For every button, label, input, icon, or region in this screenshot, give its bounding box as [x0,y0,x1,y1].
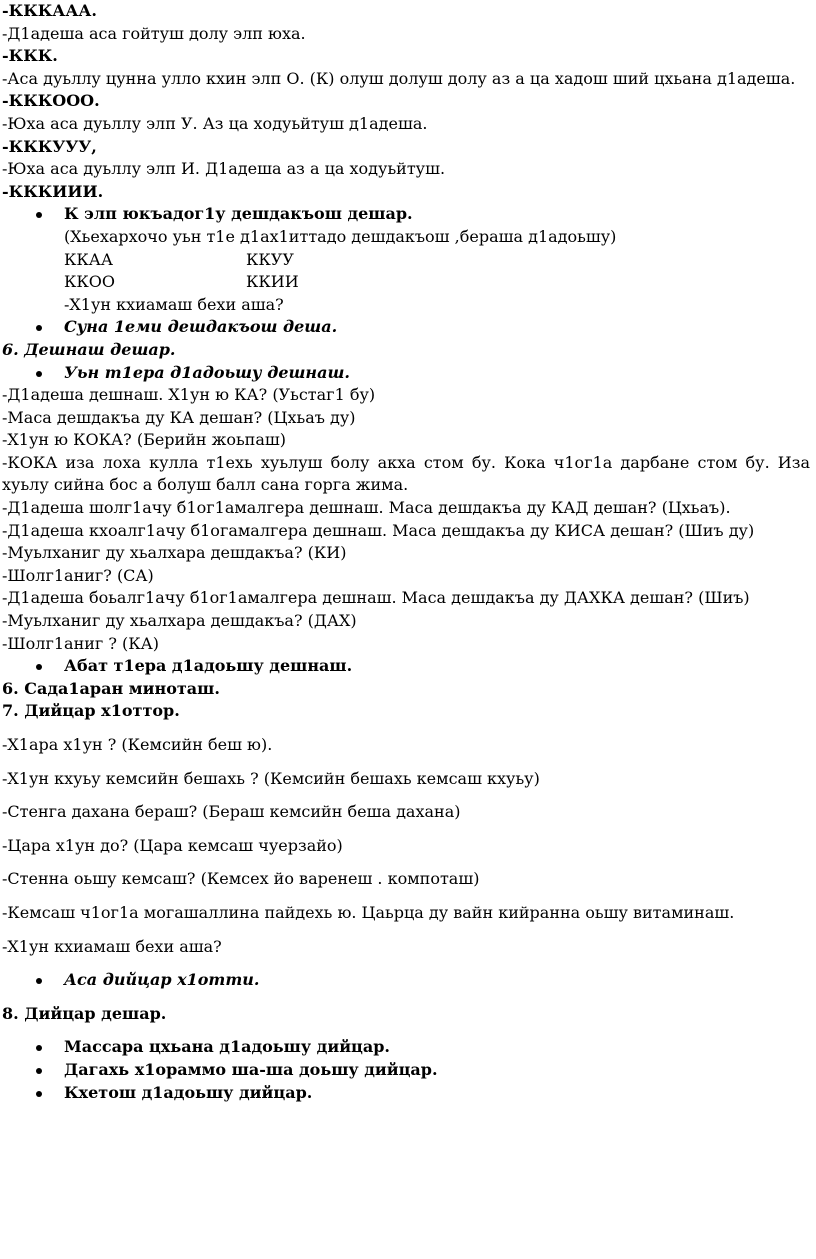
text-line: -Цара х1ун до? (Цара кемсаш чуерзайо) [2,835,343,855]
bullet-item: К элп юкъадог1у дешдакъош дешар. [2,203,814,226]
bullet-item: Суна 1еми дешдакъош деша. [2,316,814,339]
text-line: -Х1ара х1ун ? (Кемсийн беш ю). [2,735,273,754]
text-line: -Юха аса дуьллу элп И. Д1адеша аз а ца ходуьйтуш. [2,159,446,179]
syllable: ККИИ [246,272,299,292]
text-line: -Стенна оьшу кемсаш? (Кемсех йо варенеш . компоташ) [2,869,480,889]
text-line: -Шолг1аниг? (СА) [2,565,154,585]
text-line: -Муьлханиг ду хьалхара дешдакъа? (ДАХ) [2,611,357,631]
text-line: -Д1адеша аса гойтуш долу элп юха. [2,23,306,43]
text-line: -Д1адеша кхоалг1ачу б1огамалгера дешнаш. Маса дешдакъа ду КИСА дешан? (Шиъ ду) [2,520,755,540]
syllable: ККОО [64,272,115,292]
text-line: -КККААА. [2,1,97,20]
syllable-row [2,271,814,294]
text-line: -Х1ун ю КОКА? (Берийн жоьпаш) [2,430,286,450]
text-line: -Д1адеша боьалг1ачу б1ог1амалгера дешнаш. Маса дешдакъа ду ДАХКА дешан? (Шиъ) [2,588,750,608]
bullet-item: Массара цхьана д1адоьшу дийцар. [2,1036,814,1059]
section-heading: 7. Дийцар х1оттор. [2,701,180,721]
text-line: -ККК. [2,46,58,66]
section-heading: 6. Сада1аран миноташ. [2,678,220,698]
bullet-item: Аса дийцар х1отти. [2,969,814,992]
text-line: -Шолг1аниг ? (КА) [2,633,160,653]
text-line: -Кемсаш ч1ог1а могашаллина пайдехь ю. Цаьрца ду вайн кийранна оьшу витаминаш. [2,902,735,922]
text-paragraph: -Аса дуьллу цунна улло кхин элп О. (К) олуш долуш долу аз а ца хадош ший цхьана д1адеша. [2,68,796,88]
text-line: -Юха аса дуьллу элп У. Аз ца ходуьйтуш д1адеша. [2,113,428,133]
syllable-row [2,249,814,272]
text-line: -КККИИИ. [2,181,104,201]
text-line: -КККООО. [2,91,100,111]
text-line: -Х1ун кхиамаш бехи аша? [64,294,284,314]
text-line: (Хьехархочо уьн т1е д1ах1иттадо дешдакъош ,бераша д1адоьшу) [64,226,617,246]
section-heading: 6. Дешнаш дешар. [2,339,176,359]
text-line: -Стенга дахана бераш? (Бераш кемсийн беша дахана) [2,802,461,822]
section-heading: 8. Дийцар дешар. [2,1003,167,1023]
bullet-item: Уьн т1ера д1адоьшу дешнаш. [2,362,814,385]
bullet-item: Дагахь х1ораммо ша-ша доьшу дийцар. [2,1059,814,1082]
text-line: -Д1адеша дешнаш. Х1ун ю КА? (Уьстаг1 бу) [2,385,376,405]
text-paragraph: -КОКА иза лоха кулла т1ехь хуьлуш болу акха стом бу. Кока ч1ог1а дарбане стом бу. Иза хуьлу сийна бос а болуш балл сана горга жима. [2,452,810,495]
text-line: -Х1ун кхиамаш бехи аша? [2,936,222,956]
text-line: -КККУУУ, [2,136,97,156]
bullet-item: Кхетош д1адоьшу дийцар. [2,1082,814,1105]
bullet-item: Абат т1ера д1адоьшу дешнаш. [2,655,814,678]
text-line: -Х1ун кхуьу кемсийн бешахь ? (Кемсийн бешахь кемсаш кхуьу) [2,768,540,788]
syllable: ККАА [64,249,113,269]
syllable: ККУУ [246,249,294,269]
text-line: -Муьлханиг ду хьалхара дешдакъа? (КИ) [2,543,347,563]
text-line: -Д1адеша шолг1ачу б1ог1амалгера дешнаш. Маса дешдакъа ду КАД дешан? (Цхьаъ). [2,498,731,518]
text-line: -Маса дешдакъа ду КА дешан? (Цхьаъ ду) [2,407,356,427]
